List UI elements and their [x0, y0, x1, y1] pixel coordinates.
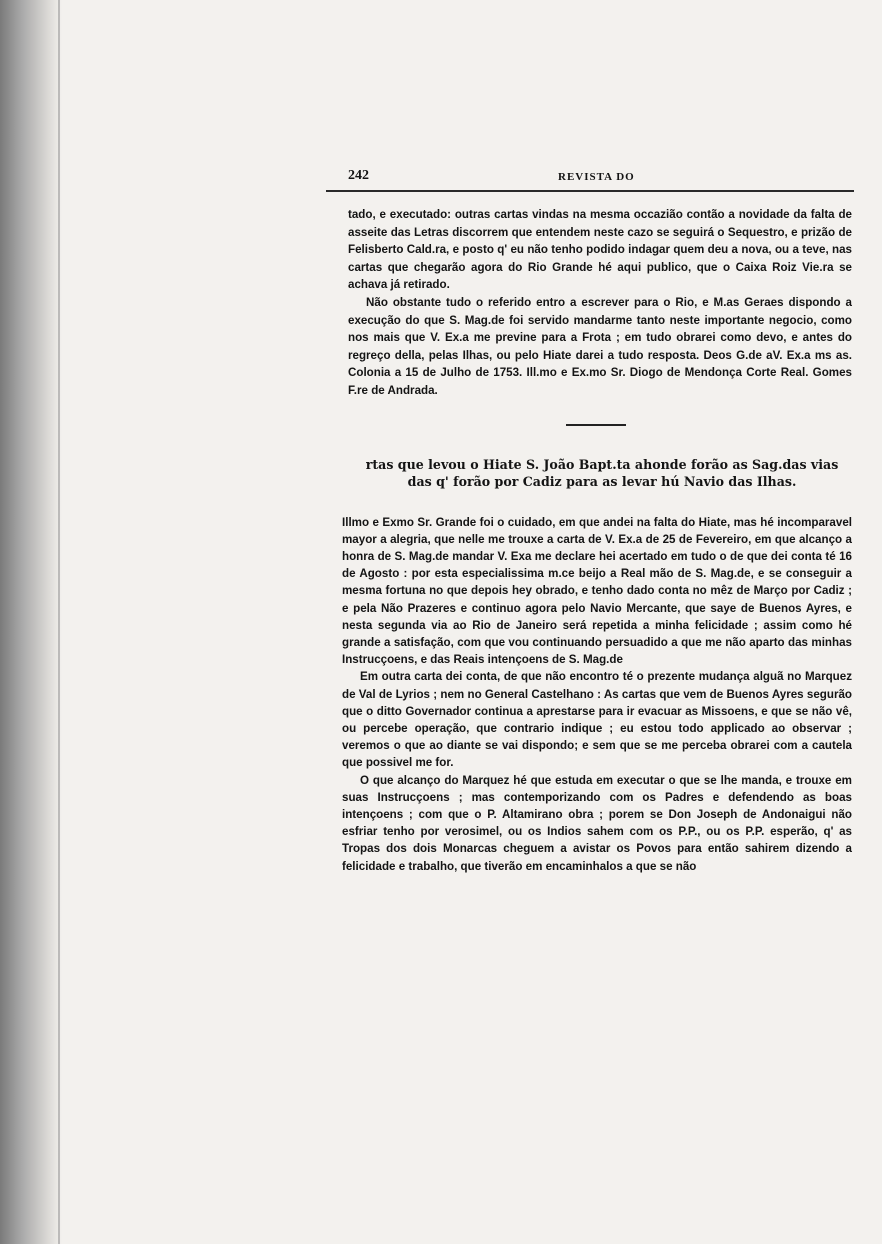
paragraph: Em outra carta dei conta, de que não encontro té o prezente mudança alguã no Marquez de Val de Lyrios ; nem no General Castelhano : As cartas que vem de Buenos Ayres segurão que o ditto Governador continua a aprestarse para ir evacuar as Missoens, e que se não vê, ou percebe operação, que contrario indique ; eu estou todo applicado ao observar ; veremos o que ao diante se vai dispondo; e sem que se me perceba obrarei com a cautela que possivel me for. [342, 670, 852, 770]
scan-gutter-line [58, 0, 60, 1244]
paragraph: tado, e executado: outras cartas vindas na mesma occazião contão a novidade da falta de asseite das Letras discorrem que entendem neste cazo se seguirá o Sequestro, e prizão de Felisberto Cald.ra, e posto q' eu não tenho podido indagar quem deu a nova, ou a teve, nas cartas que chegarão agora do Rio Grande hé aqui publico, que o Caixa Roiz Vie.ra se achava já retirado. [348, 208, 852, 292]
previous-letter-ending [348, 206, 852, 400]
paragraph: Não obstante tudo o referido entro a escrever para o Rio, e M.as Geraes dispondo a execução do que S. Mag.de foi servido mandarme tanto neste importante negocio, como nos mais que V. Ex.a me previne para a Frota ; em tudo obrarei como devo, e antes do regreço della, pelas Ilhas, ou pelo Hiate darei a tudo resposta. Deos G.de aV. Ex.a ms as. Colonia a 15 de Julho de 1753. Ill.mo e Ex.mo Sr. Diogo de Mendonça Corte Real. Gomes F.re de Andrada. [348, 295, 852, 397]
scan-binding-shadow [0, 0, 62, 1244]
section-divider [566, 424, 626, 426]
page-number: 242 [348, 168, 369, 183]
running-header [326, 162, 854, 192]
book-page [326, 162, 854, 1122]
paragraph: Illmo e Exmo Sr. Grande foi o cuidado, em que andei na falta do Hiate, mas hé incomparavel mayor a alegria, que nelle me trouxe a carta de V. Ex.a de 25 de Fevereiro, em que alcanço a honra de S. Mag.de mandar V. Exa me declare hei acertado em tudo o de que dei conta té 16 de Agosto : por esta especialissima m.ce beijo a Real mão de S. Mag.de, e se conseguir a mesma fortuna no que depois hey obrado, e tenho dado conta no mêz de Março por Cadiz ; e pela Não Prazeres e continuo agora pelo Navio Mercante, que saye de Buenos Ayres, e nesta segunda via ao Rio de Janeiro será repetida a minha felicidade ; assim como hé grande a satisfação, com que vou continuando persuadido a que me não aparto das minhas Instrucçoens, e das Reais intençoens de S. Mag.de [342, 515, 852, 667]
new-letter-body [342, 514, 852, 875]
paragraph: O que alcanço do Marquez hé que estuda em executar o que se lhe manda, e trouxe em suas Instrucçoens ; mas contemporizando com os Padres e defendendo as boas intençoens ; com que o P. Altamirano obra ; porem se Don Joseph de Andonaigui não esfriar tenho por verosimel, ou os Indios sahem com os P.P., ou os P.P. esperão, q' as Tropas dos dois Monarcas cheguem a avistar os Povos para então sahirem dizendo a felicidade e trabalho, que tiverão em encaminhalos a que se não [342, 773, 852, 873]
running-title: REVISTA DO [558, 171, 635, 183]
letter-heading: rtas que levou o Hiate S. João Bapt.ta ahonde forão as Sag.das vias das q' forão por Cadiz para as levar hú Navio das Ilhas. [365, 456, 839, 489]
